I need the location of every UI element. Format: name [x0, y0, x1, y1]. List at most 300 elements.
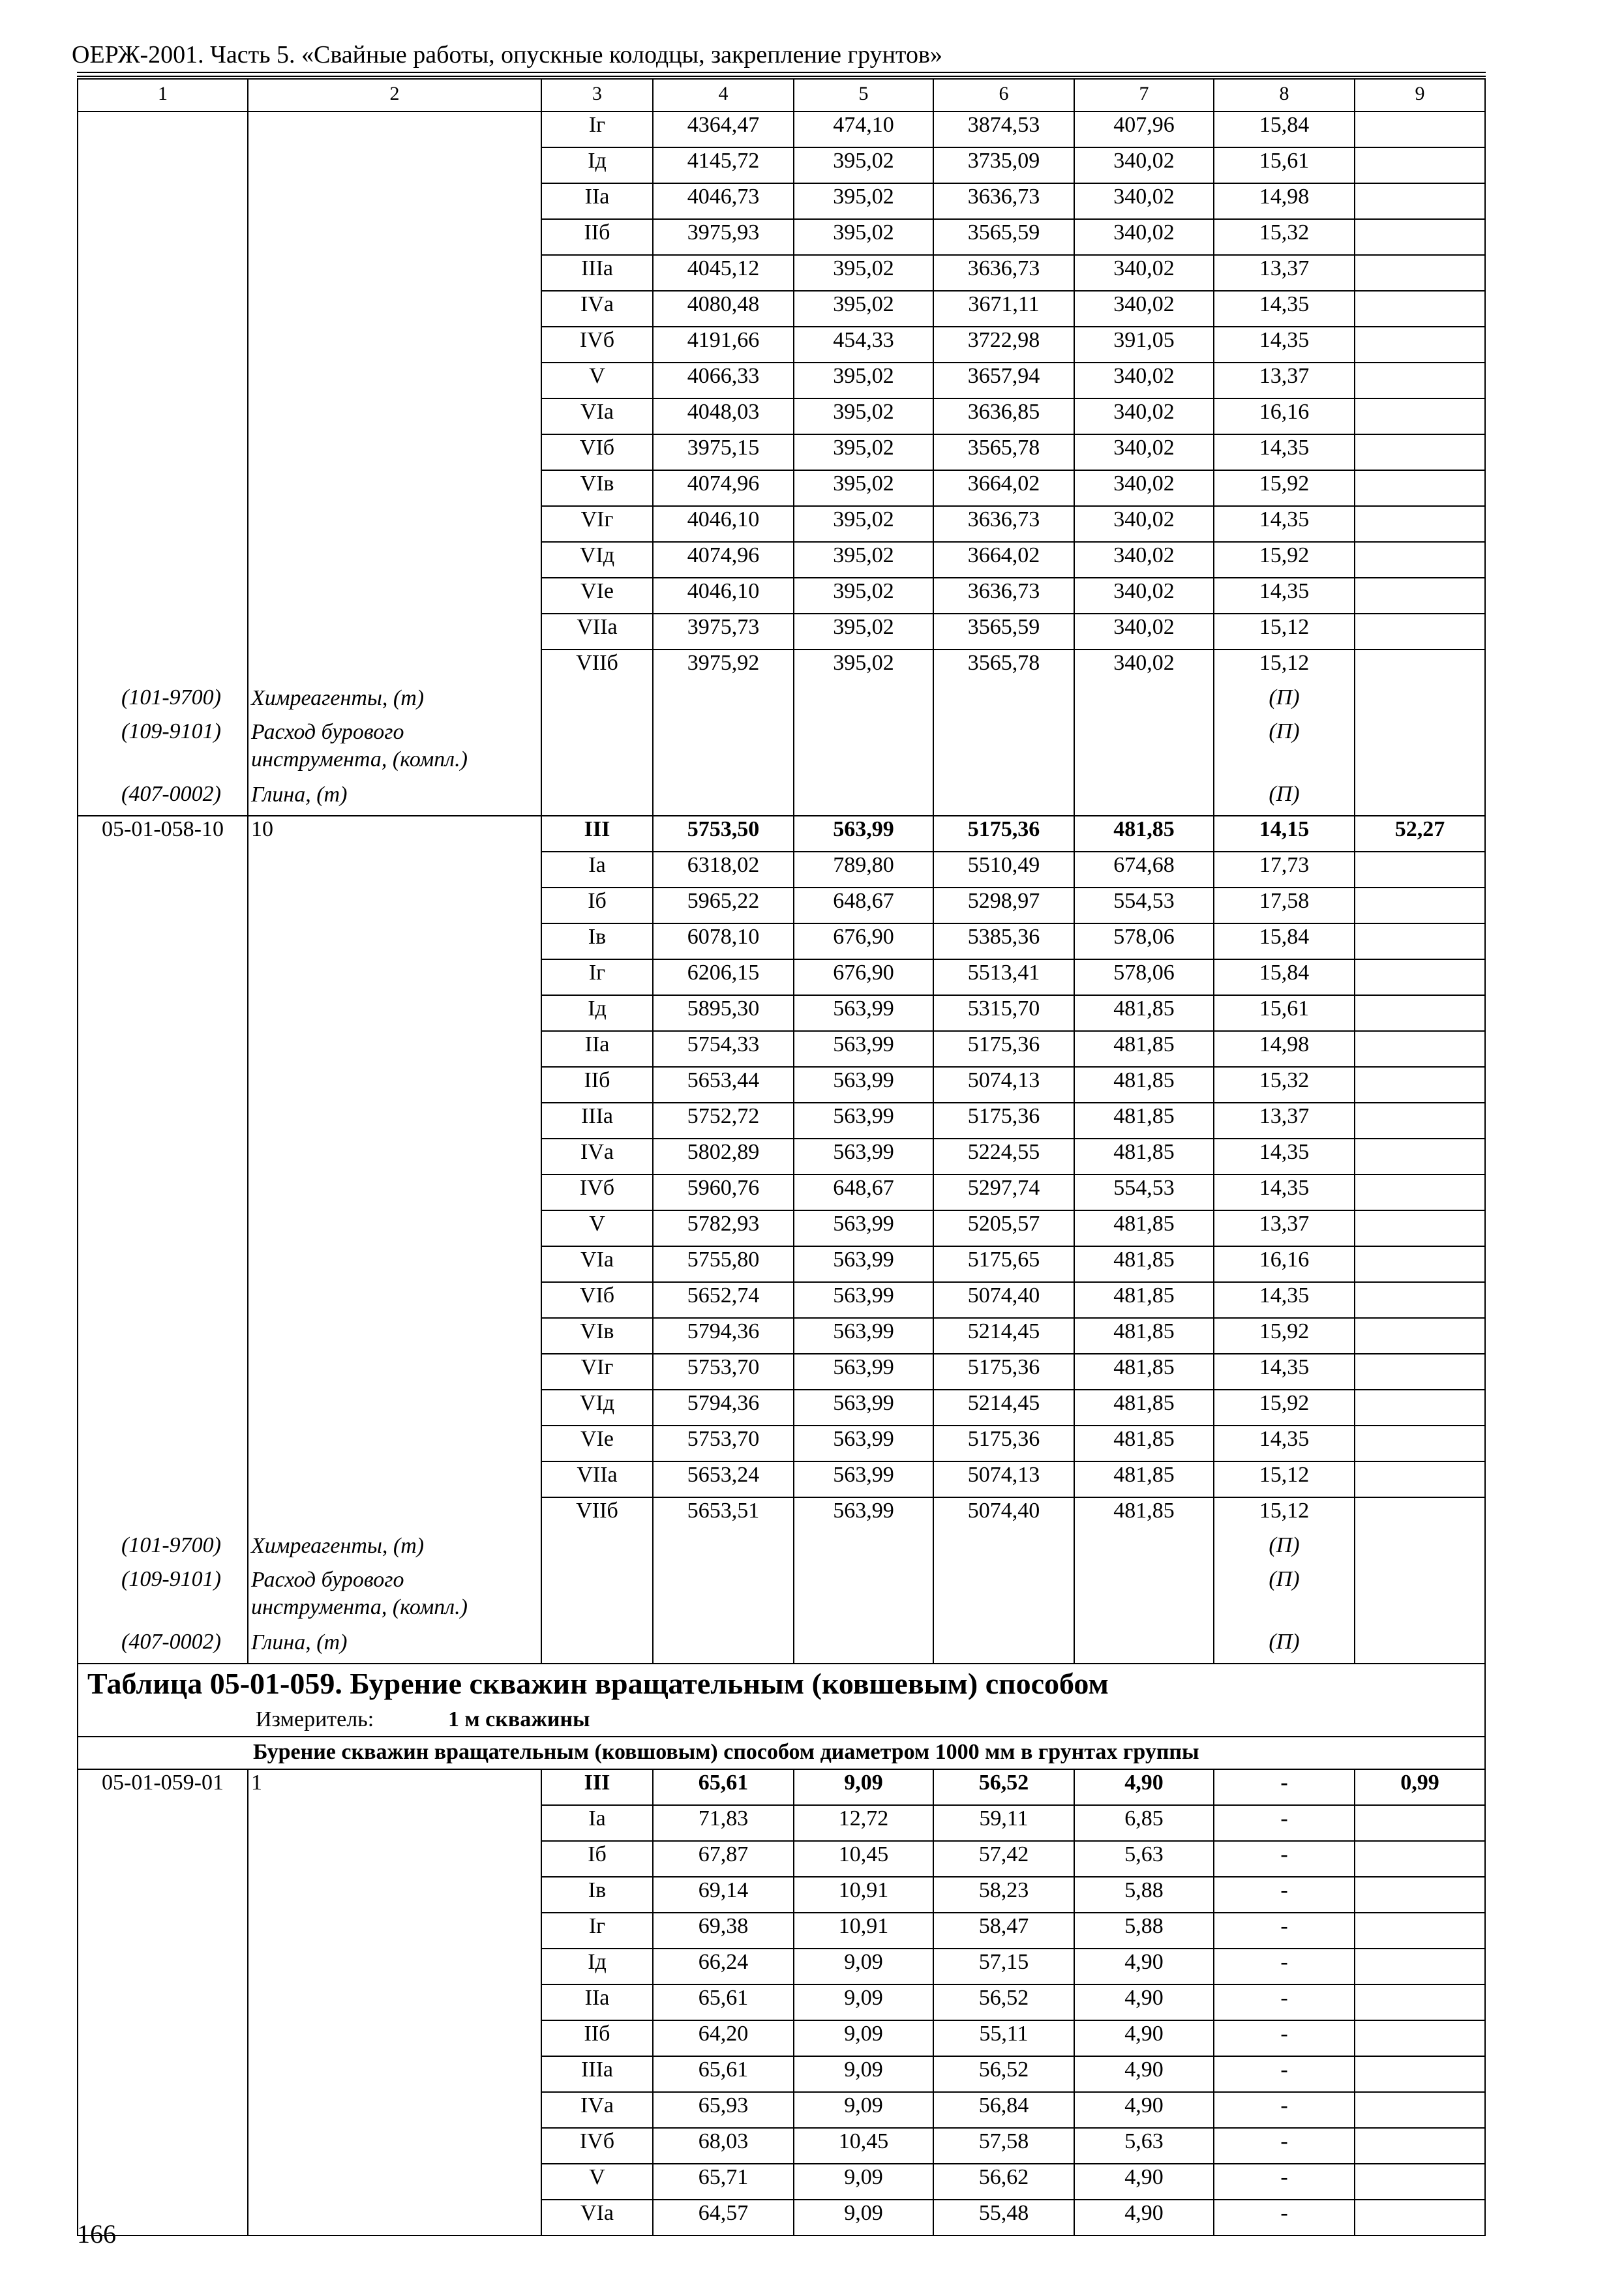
resource-name: Расход бурового инструмента, (компл.) [248, 1566, 541, 1629]
rate-value: 563,99 [794, 1318, 933, 1354]
resource-mark: (П) [1214, 1566, 1355, 1629]
resource-code: (407-0002) [78, 1629, 248, 1664]
rate-code [78, 291, 248, 327]
rate-value: 55,48 [933, 2200, 1074, 2236]
rate-value: 5755,80 [653, 1246, 794, 1282]
rate-value: - [1214, 1841, 1355, 1877]
rate-value: 5513,41 [933, 959, 1074, 995]
rate-value: 4074,96 [653, 470, 794, 506]
rate-value: 4,90 [1074, 1984, 1214, 2020]
rate-value: 481,85 [1074, 1426, 1214, 1461]
mass-value [1355, 852, 1485, 888]
rate-value: 5653,24 [653, 1461, 794, 1497]
rate-number [248, 2020, 541, 2056]
soil-group: IIб [541, 1067, 653, 1103]
soil-group: VIIб [541, 650, 653, 685]
rate-code: 05-01-058-10 [78, 816, 248, 852]
rate-value: 3565,78 [933, 434, 1074, 470]
empty-cell [653, 1629, 794, 1664]
rate-value: 340,02 [1074, 470, 1214, 506]
rate-value: - [1214, 2164, 1355, 2200]
rate-value: - [1214, 1984, 1355, 2020]
rate-value: 648,67 [794, 1174, 933, 1210]
rate-value: 4145,72 [653, 147, 794, 183]
rate-value: 3722,98 [933, 327, 1074, 363]
rate-number: 1 [248, 1769, 541, 1805]
rate-value: 674,68 [1074, 852, 1214, 888]
mass-value [1355, 542, 1485, 578]
rate-value: 481,85 [1074, 1210, 1214, 1246]
mass-value: 52,27 [1355, 816, 1485, 852]
mass-value [1355, 255, 1485, 291]
mass-value [1355, 959, 1485, 995]
rate-value: 4,90 [1074, 2200, 1214, 2236]
soil-group: VIв [541, 470, 653, 506]
rate-code [78, 923, 248, 959]
rate-value: 395,02 [794, 434, 933, 470]
rate-value: 14,35 [1214, 1354, 1355, 1390]
rate-value: 5205,57 [933, 1210, 1074, 1246]
table-row [78, 1390, 1485, 1426]
mass-value [1355, 1067, 1485, 1103]
rate-value: 14,35 [1214, 578, 1355, 614]
empty-cell [1074, 1566, 1214, 1629]
soil-group: III [541, 1769, 653, 1805]
rate-value: 395,02 [794, 363, 933, 398]
rate-code [78, 327, 248, 363]
rate-value: 340,02 [1074, 434, 1214, 470]
rate-value: 395,02 [794, 255, 933, 291]
soil-group: VIе [541, 1426, 653, 1461]
soil-group: Iд [541, 1949, 653, 1984]
rate-value: 3636,73 [933, 578, 1074, 614]
soil-group: VIа [541, 2200, 653, 2236]
rate-code [78, 219, 248, 255]
empty-cell [653, 685, 794, 719]
soil-group: IVб [541, 327, 653, 363]
rate-code [78, 183, 248, 219]
table-row [78, 1497, 1485, 1533]
empty-cell [794, 1533, 933, 1566]
table-row [78, 2056, 1485, 2092]
rate-value: 56,52 [933, 2056, 1074, 2092]
page-header: ОЕРЖ-2001. Часть 5. «Свайные работы, опускные колодцы, закрепление грунтов» [72, 41, 942, 68]
mass-value [1355, 2056, 1485, 2092]
table-row [78, 2164, 1485, 2200]
rate-value: 67,87 [653, 1841, 794, 1877]
rate-value: 9,09 [794, 1949, 933, 1984]
rate-value: 69,38 [653, 1913, 794, 1949]
soil-group: IIа [541, 1031, 653, 1067]
rate-value: 340,02 [1074, 219, 1214, 255]
rate-value: 5074,13 [933, 1067, 1074, 1103]
rate-number [248, 255, 541, 291]
empty-cell [794, 1566, 933, 1629]
measure-row [78, 1705, 1485, 1737]
rate-value: 578,06 [1074, 959, 1214, 995]
table-subtitle: Бурение скважин вращательным (ковшовым) способом диаметром 1000 мм в грунтах группы [78, 1737, 1485, 1769]
empty-cell [1074, 719, 1214, 781]
soil-group: VIб [541, 434, 653, 470]
rate-value: 391,05 [1074, 327, 1214, 363]
empty-cell [1074, 781, 1214, 816]
rate-value: 14,35 [1214, 1282, 1355, 1318]
mass-value [1355, 1426, 1485, 1461]
empty-cell [933, 1629, 1074, 1664]
rate-number [248, 327, 541, 363]
rate-number [248, 1984, 541, 2020]
empty-cell [541, 1566, 653, 1629]
rate-number [248, 1877, 541, 1913]
rate-value: 5385,36 [933, 923, 1074, 959]
table-row [78, 542, 1485, 578]
rate-number [248, 1913, 541, 1949]
rate-value: 4191,66 [653, 327, 794, 363]
table-row [78, 995, 1485, 1031]
rate-value: 4074,96 [653, 542, 794, 578]
mass-value [1355, 1354, 1485, 1390]
rate-number [248, 650, 541, 685]
rate-value: 55,11 [933, 2020, 1074, 2056]
rate-value: 563,99 [794, 1067, 933, 1103]
soil-group: III [541, 816, 653, 852]
rate-code [78, 888, 248, 923]
table-row [78, 147, 1485, 183]
table-row [78, 923, 1485, 959]
rate-value: 56,52 [933, 1984, 1074, 2020]
mass-value [1355, 2092, 1485, 2128]
rate-value: 5298,97 [933, 888, 1074, 923]
rate-value: 340,02 [1074, 183, 1214, 219]
table-row [78, 255, 1485, 291]
rate-value: 481,85 [1074, 995, 1214, 1031]
rate-value: 5652,74 [653, 1282, 794, 1318]
mass-value [1355, 1949, 1485, 1984]
mass-value [1355, 1174, 1485, 1210]
rate-value: 13,37 [1214, 255, 1355, 291]
rate-value: 65,61 [653, 2056, 794, 2092]
column-number: 5 [794, 79, 933, 112]
mass-value [1355, 1390, 1485, 1426]
rate-value: 4046,10 [653, 506, 794, 542]
resource-row [78, 1629, 1485, 1664]
rate-value: 5175,36 [933, 1031, 1074, 1067]
table-row [78, 219, 1485, 255]
rate-value: 15,12 [1214, 650, 1355, 685]
rate-number [248, 112, 541, 147]
rate-code [78, 1841, 248, 1877]
rate-value: 407,96 [1074, 112, 1214, 147]
rate-value: 395,02 [794, 614, 933, 650]
rate-value: 554,53 [1074, 1174, 1214, 1210]
mass-value [1355, 1210, 1485, 1246]
column-number: 4 [653, 79, 794, 112]
empty-cell [1355, 1533, 1485, 1566]
rate-number [248, 542, 541, 578]
resource-code: (109-9101) [78, 719, 248, 781]
rate-value: 14,35 [1214, 327, 1355, 363]
resource-row [78, 1533, 1485, 1566]
rate-value: - [1214, 1949, 1355, 1984]
empty-cell [933, 1566, 1074, 1629]
mass-value [1355, 363, 1485, 398]
empty-cell [794, 1629, 933, 1664]
rate-value: 340,02 [1074, 578, 1214, 614]
rate-value: 3874,53 [933, 112, 1074, 147]
rate-code [78, 147, 248, 183]
table-row [78, 1354, 1485, 1390]
rate-code [78, 434, 248, 470]
rate-value: 5175,36 [933, 1426, 1074, 1461]
rate-value: 481,85 [1074, 1318, 1214, 1354]
soil-group: IVа [541, 1139, 653, 1174]
rate-value: 4048,03 [653, 398, 794, 434]
table-row [78, 1103, 1485, 1139]
rate-value: 481,85 [1074, 1103, 1214, 1139]
empty-cell [653, 1533, 794, 1566]
table-row [78, 1805, 1485, 1841]
rate-number [248, 1174, 541, 1210]
resource-name: Расход бурового инструмента, (компл.) [248, 719, 541, 781]
rate-number [248, 1497, 541, 1533]
rate-value: 481,85 [1074, 1139, 1214, 1174]
mass-value [1355, 1282, 1485, 1318]
table-row [78, 291, 1485, 327]
rate-number [248, 1354, 541, 1390]
rate-value: 5,88 [1074, 1877, 1214, 1913]
rate-value: 5802,89 [653, 1139, 794, 1174]
mass-value [1355, 1318, 1485, 1354]
rate-value: 395,02 [794, 147, 933, 183]
resource-row [78, 781, 1485, 816]
table-row [78, 112, 1485, 147]
column-number-row [78, 79, 1485, 112]
rate-value: 5510,49 [933, 852, 1074, 888]
rate-value: 9,09 [794, 1769, 933, 1805]
empty-cell [653, 719, 794, 781]
measure-label: Измеритель: [256, 1707, 374, 1731]
column-number: 8 [1214, 79, 1355, 112]
rate-code [78, 1246, 248, 1282]
soil-group: VIд [541, 542, 653, 578]
rate-value: 474,10 [794, 112, 933, 147]
resource-name: Глина, (т) [248, 781, 541, 816]
soil-group: VIб [541, 1282, 653, 1318]
rate-code [78, 995, 248, 1031]
rate-code [78, 1067, 248, 1103]
rate-value: 340,02 [1074, 255, 1214, 291]
mass-value [1355, 1805, 1485, 1841]
mass-value [1355, 291, 1485, 327]
rate-value: 5782,93 [653, 1210, 794, 1246]
table-row [78, 1426, 1485, 1461]
rate-value: 5315,70 [933, 995, 1074, 1031]
empty-cell [794, 719, 933, 781]
rate-value: 340,02 [1074, 363, 1214, 398]
rate-value: 340,02 [1074, 398, 1214, 434]
rate-value: 9,09 [794, 2164, 933, 2200]
rate-value: 563,99 [794, 1354, 933, 1390]
rate-number [248, 1067, 541, 1103]
soil-group: VIг [541, 506, 653, 542]
rate-value: 395,02 [794, 650, 933, 685]
table-row [78, 363, 1485, 398]
soil-group: IVб [541, 2128, 653, 2164]
rate-value: 3565,59 [933, 614, 1074, 650]
mass-value [1355, 470, 1485, 506]
table-row [78, 852, 1485, 888]
column-number: 9 [1355, 79, 1485, 112]
empty-cell [933, 685, 1074, 719]
subtitle-row [78, 1737, 1485, 1769]
empty-cell [541, 1533, 653, 1566]
rate-value: - [1214, 2020, 1355, 2056]
rate-value: 3671,11 [933, 291, 1074, 327]
table-row [78, 183, 1485, 219]
mass-value [1355, 2164, 1485, 2200]
table-row [78, 888, 1485, 923]
rate-value: 3975,93 [653, 219, 794, 255]
resource-code: (101-9700) [78, 1533, 248, 1566]
rate-code [78, 2020, 248, 2056]
mass-value [1355, 434, 1485, 470]
rate-value: 3975,15 [653, 434, 794, 470]
rate-value: 5895,30 [653, 995, 794, 1031]
soil-group: VIд [541, 1390, 653, 1426]
rate-number [248, 1318, 541, 1354]
rate-code [78, 1390, 248, 1426]
rate-value: 578,06 [1074, 923, 1214, 959]
mass-value [1355, 1461, 1485, 1497]
rate-number [248, 506, 541, 542]
resource-mark: (П) [1214, 1629, 1355, 1664]
table-row [78, 1067, 1485, 1103]
empty-cell [1074, 1533, 1214, 1566]
resource-name: Химреагенты, (т) [248, 1533, 541, 1566]
rate-code [78, 2056, 248, 2092]
table-title-row [78, 1664, 1485, 1705]
table-row [78, 2128, 1485, 2164]
rate-code [78, 112, 248, 147]
soil-group: Iг [541, 959, 653, 995]
resource-mark: (П) [1214, 1533, 1355, 1566]
rate-code [78, 1031, 248, 1067]
resource-code: (407-0002) [78, 781, 248, 816]
rate-code [78, 1103, 248, 1139]
table-row [78, 614, 1485, 650]
rate-value: 5753,70 [653, 1426, 794, 1461]
rate-value: 3735,09 [933, 147, 1074, 183]
rate-value: 3657,94 [933, 363, 1074, 398]
rate-value: 15,92 [1214, 542, 1355, 578]
rate-value: 65,93 [653, 2092, 794, 2128]
column-number: 6 [933, 79, 1074, 112]
soil-group: IVа [541, 2092, 653, 2128]
rate-value: 3565,78 [933, 650, 1074, 685]
table-row [78, 1461, 1485, 1497]
rate-code: 05-01-059-01 [78, 1769, 248, 1805]
rate-value: 6078,10 [653, 923, 794, 959]
table-row [78, 1913, 1485, 1949]
rate-number [248, 2128, 541, 2164]
rate-number [248, 888, 541, 923]
soil-group: IIб [541, 219, 653, 255]
rate-number [248, 1805, 541, 1841]
rate-value: 5175,36 [933, 1354, 1074, 1390]
rate-value: 17,58 [1214, 888, 1355, 923]
rate-value: 13,37 [1214, 363, 1355, 398]
rate-code [78, 1318, 248, 1354]
rate-code [78, 542, 248, 578]
rate-value: 395,02 [794, 470, 933, 506]
rate-code [78, 852, 248, 888]
soil-group: Iв [541, 1877, 653, 1913]
rate-value: 71,83 [653, 1805, 794, 1841]
soil-group: VIа [541, 398, 653, 434]
rate-value: 5175,36 [933, 1103, 1074, 1139]
rate-number [248, 1841, 541, 1877]
rate-code [78, 506, 248, 542]
rate-value: 3565,59 [933, 219, 1074, 255]
rate-value: 563,99 [794, 1139, 933, 1174]
rate-value: 64,57 [653, 2200, 794, 2236]
rate-code [78, 255, 248, 291]
table-row [78, 2020, 1485, 2056]
rate-value: 395,02 [794, 291, 933, 327]
rate-code [78, 1174, 248, 1210]
rate-value: 4,90 [1074, 1949, 1214, 1984]
rate-value: 69,14 [653, 1877, 794, 1913]
rate-value: 4045,12 [653, 255, 794, 291]
table-row [78, 1246, 1485, 1282]
soil-group: VIа [541, 1246, 653, 1282]
rate-value: 5214,45 [933, 1318, 1074, 1354]
rate-value: 59,11 [933, 1805, 1074, 1841]
mass-value [1355, 2128, 1485, 2164]
soil-group: VIе [541, 578, 653, 614]
rate-value: 14,98 [1214, 1031, 1355, 1067]
column-number: 7 [1074, 79, 1214, 112]
rate-value: 4,90 [1074, 2092, 1214, 2128]
rate-value: 648,67 [794, 888, 933, 923]
mass-value [1355, 2200, 1485, 2236]
empty-cell [933, 719, 1074, 781]
rate-code [78, 1497, 248, 1533]
table-row [78, 1949, 1485, 1984]
rate-value: 5,88 [1074, 1913, 1214, 1949]
rate-value: - [1214, 1877, 1355, 1913]
rate-value: 481,85 [1074, 1282, 1214, 1318]
rate-value: 5965,22 [653, 888, 794, 923]
soil-group: Iа [541, 852, 653, 888]
rate-number [248, 434, 541, 470]
rate-value: 9,09 [794, 2020, 933, 2056]
resource-code: (101-9700) [78, 685, 248, 719]
empty-cell [653, 1566, 794, 1629]
soil-group: VIв [541, 1318, 653, 1354]
rate-value: 5175,65 [933, 1246, 1074, 1282]
rate-value: 481,85 [1074, 1497, 1214, 1533]
mass-value [1355, 1246, 1485, 1282]
rate-value: 5754,33 [653, 1031, 794, 1067]
rate-value: 5074,40 [933, 1282, 1074, 1318]
measure-value: 1 м скважины [448, 1707, 590, 1731]
rate-value: 65,61 [653, 1769, 794, 1805]
empty-cell [1355, 781, 1485, 816]
rate-number [248, 578, 541, 614]
rate-value: - [1214, 1805, 1355, 1841]
rate-value: 563,99 [794, 1390, 933, 1426]
